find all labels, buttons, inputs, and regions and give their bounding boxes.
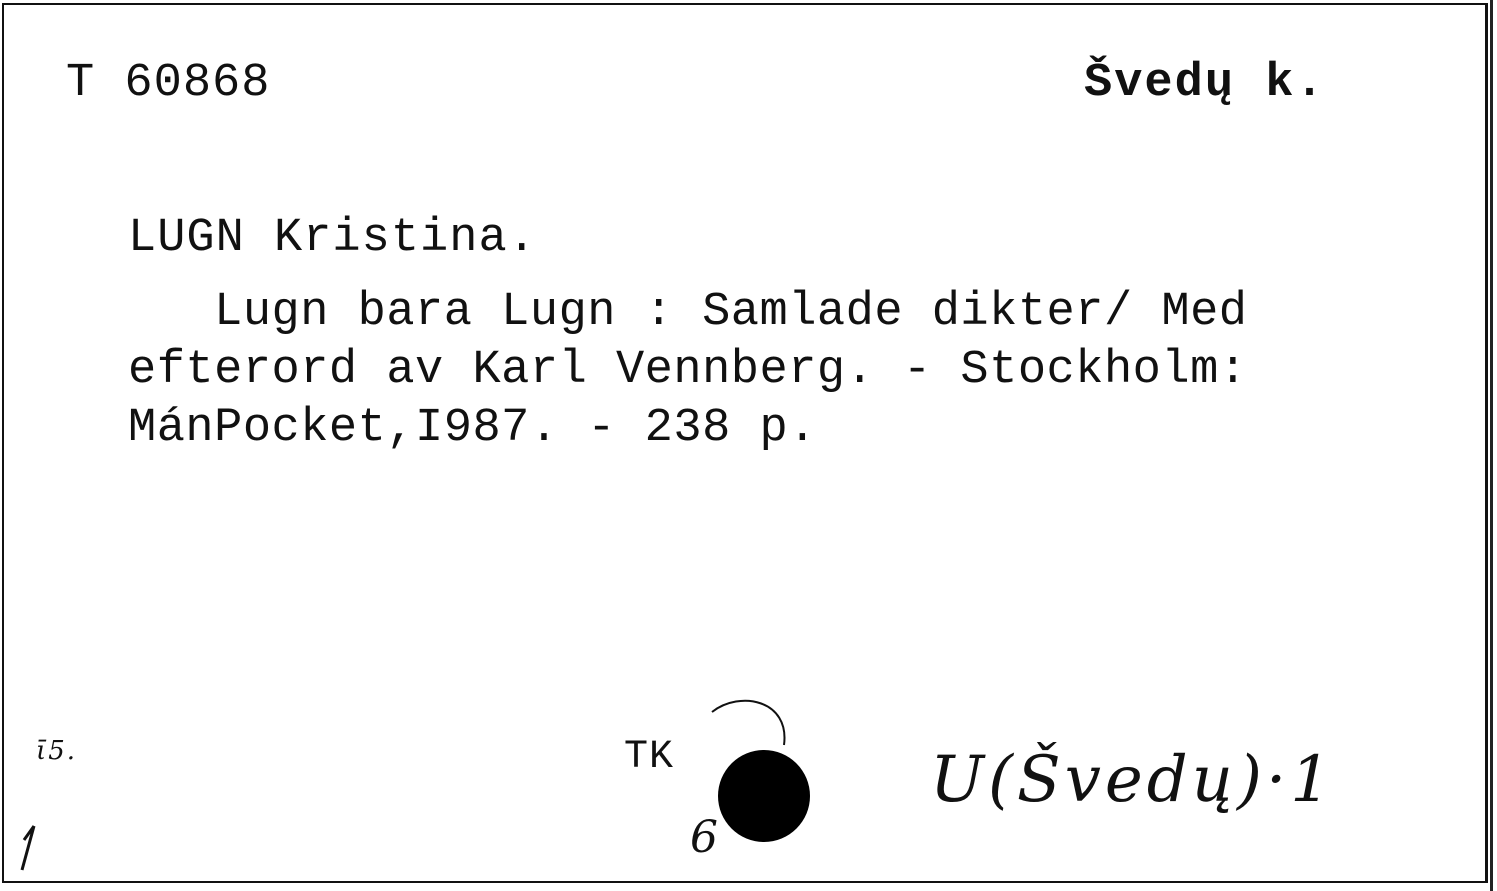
description-line-3: MánPocket,I987. - 238 p. xyxy=(128,402,817,455)
punch-hole xyxy=(718,750,810,842)
handwritten-arc xyxy=(712,701,784,745)
author-heading: LUGN Kristina. xyxy=(128,212,537,265)
collection-label: Švedų k. xyxy=(1084,57,1326,110)
stamp-label: TK xyxy=(624,735,675,780)
handwritten-number: 6 xyxy=(690,812,718,863)
handwritten-left-mark xyxy=(22,826,34,870)
call-number: T 60868 xyxy=(66,57,271,110)
description-line-1: Lugn bara Lugn : Samlade dikter/ Med xyxy=(128,286,1248,339)
description-line-2: efterord av Karl Vennberg. - Stockholm: xyxy=(128,344,1248,397)
handwritten-location: U(Švedų)·1 xyxy=(930,743,1335,817)
handwritten-left-note: ῑ5. xyxy=(36,736,78,766)
